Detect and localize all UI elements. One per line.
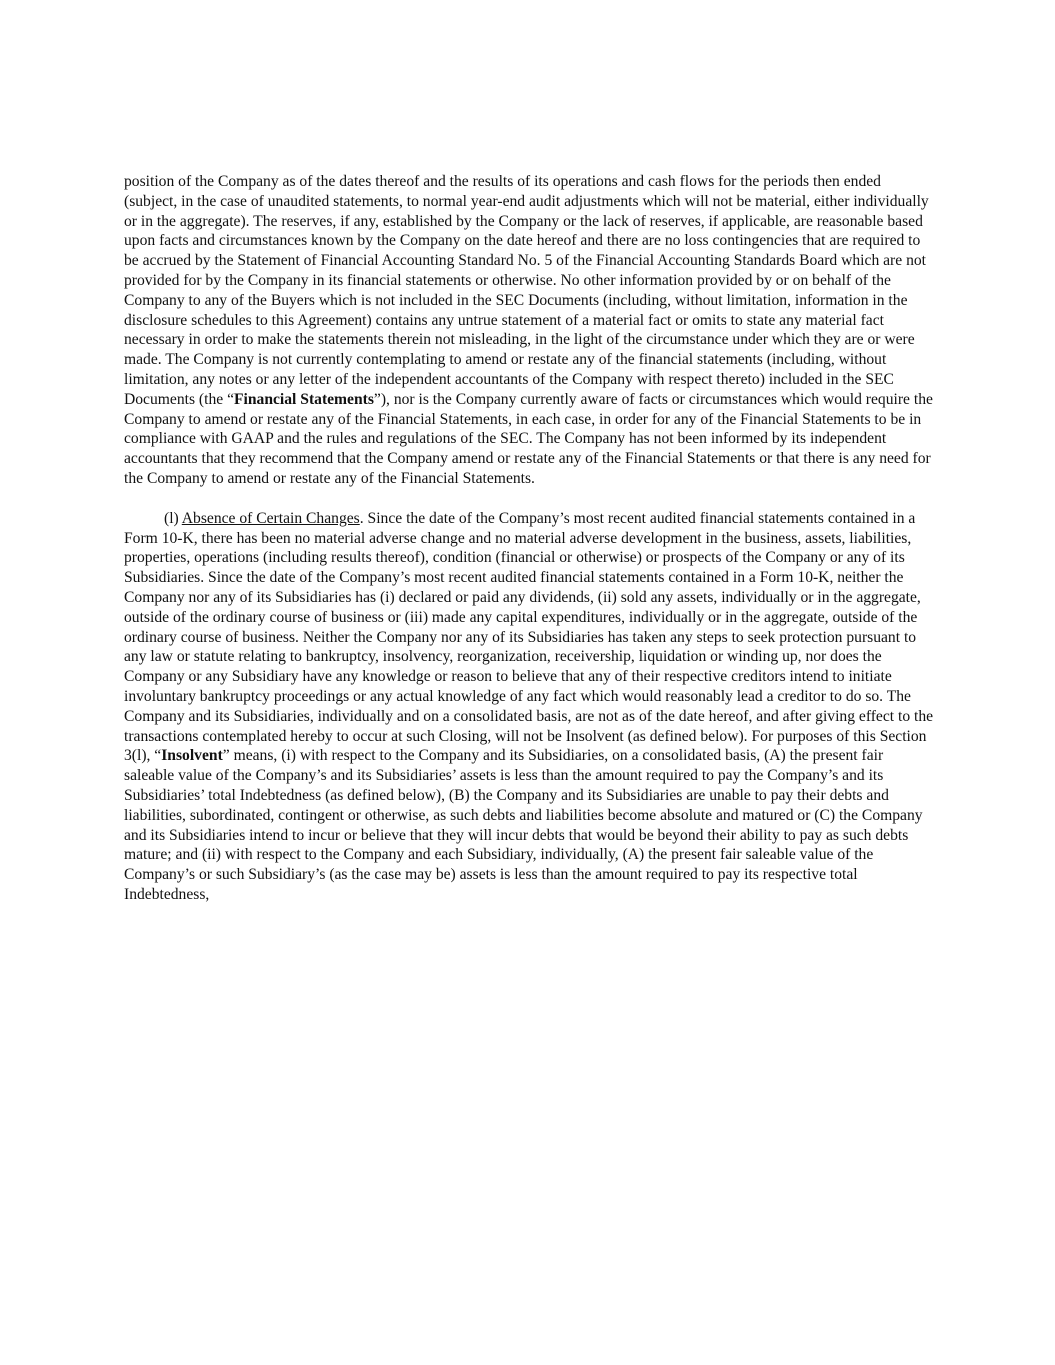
paragraph-absence-of-certain-changes bbox=[124, 509, 934, 905]
defined-term-financial-statements: Financial Statements bbox=[234, 390, 374, 408]
paragraph-financial-statements bbox=[124, 172, 934, 489]
paragraph-text: . Since the date of the Company’s most recent audited financial statements contained in a Form 10-K, there has been no material adverse change and no material adverse development in the business, assets, liabilities, properties, operations (including results thereof), condition (financial or otherwise) or prospects of the Company or any of its Subsidiaries. Since the date of the Company’s most recent audited financial statements contained in a Form 10-K, neither the Company nor any of its Subsidiaries has (i) declared or paid any dividends, (ii) sold any assets, individually or in the aggregate, outside of the ordinary course of business or (iii) made any capital expenditures, individually or in the aggregate, outside of the ordinary course of business. Neither the Company nor any of its Subsidiaries has taken any steps to seek protection pursuant to any law or statute relating to bankruptcy, insolvency, reorganization, receivership, liquidation or winding up, nor does the Company or any Subsidiary have any knowledge or reason to believe that any of their respective creditors intend to initiate involuntary bankruptcy proceedings or any actual knowledge of any fact which would reasonably lead a creditor to do so. The Company and its Subsidiaries, individually and on a consolidated basis, are not as of the date hereof, and after giving effect to the transactions contemplated hereby to occur at such Closing, will not be Insolvent (as defined below). For purposes of this Section 3(l), “ bbox=[124, 509, 934, 765]
paragraph-text: ”), nor is the Company currently aware of facts or circumstances which would require the Company to amend or restate any of the Financial Statements, in each case, in order for any of the Financial Statements to be in compliance with GAAP and the rules and regulations of the SEC. The Company has not been informed by its independent accountants that they recommend that the Company amend or restate any of the Financial Statements or that there is any need for the Company to amend or restate any of the Financial Statements. bbox=[124, 390, 933, 487]
paragraph-text: position of the Company as of the dates thereof and the results of its operations and cash flows for the periods then ended (subject, in the case of unaudited statements, to normal year-end audit adjustments which will not be material, either individually or in the aggregate). The reserves, if any, established by the Company or the lack of reserves, if applicable, are reasonable based upon facts and circumstances known by the Company on the date hereof and there are no loss contingencies that are required to be accrued by the Statement of Financial Accounting Standard No. 5 of the Financial Accounting Standards Board which are not provided for by the Company in its financial statements or otherwise. No other information provided by or on behalf of the Company to any of the Buyers which is not included in the SEC Documents (including, without limitation, information in the disclosure schedules to this Agreement) contains any untrue statement of a material fact or omits to state any material fact necessary in order to make the statements therein not misleading, in the light of the circumstance under which they are or were made. The Company is not currently contemplating to amend or restate any of the financial statements (including, without limitation, any notes or any letter of the independent accountants of the Company with respect thereto) included in the SEC Documents (the “ bbox=[124, 173, 929, 408]
section-heading: Absence of Certain Changes bbox=[181, 509, 360, 527]
section-label: (l) bbox=[164, 509, 182, 527]
paragraph-text: ” means, (i) with respect to the Company and its Subsidiaries, on a consolidated basis, (A) the present fair saleable value of the Company’s and its Subsidiaries’ assets is less than the amount required to pay the Company’s and its Subsidiaries’ total Indebtedness (as defined below), (B) the Company and its Subsidiaries are unable to pay their debts and liabilities, subordinated, contingent or otherwise, as such debts and liabilities become absolute and matured or (C) the Company and its Subsidiaries intend to incur or believe that they will incur debts that would be beyond their ability to pay as such debts mature; and (ii) with respect to the Company and each Subsidiary, individually, (A) the present fair saleable value of the Company’s or such Subsidiary’s (as the case may be) assets is less than the amount required to pay its respective total Indebtedness, bbox=[124, 747, 923, 903]
body-text bbox=[124, 172, 934, 905]
defined-term-insolvent: Insolvent bbox=[161, 747, 223, 765]
